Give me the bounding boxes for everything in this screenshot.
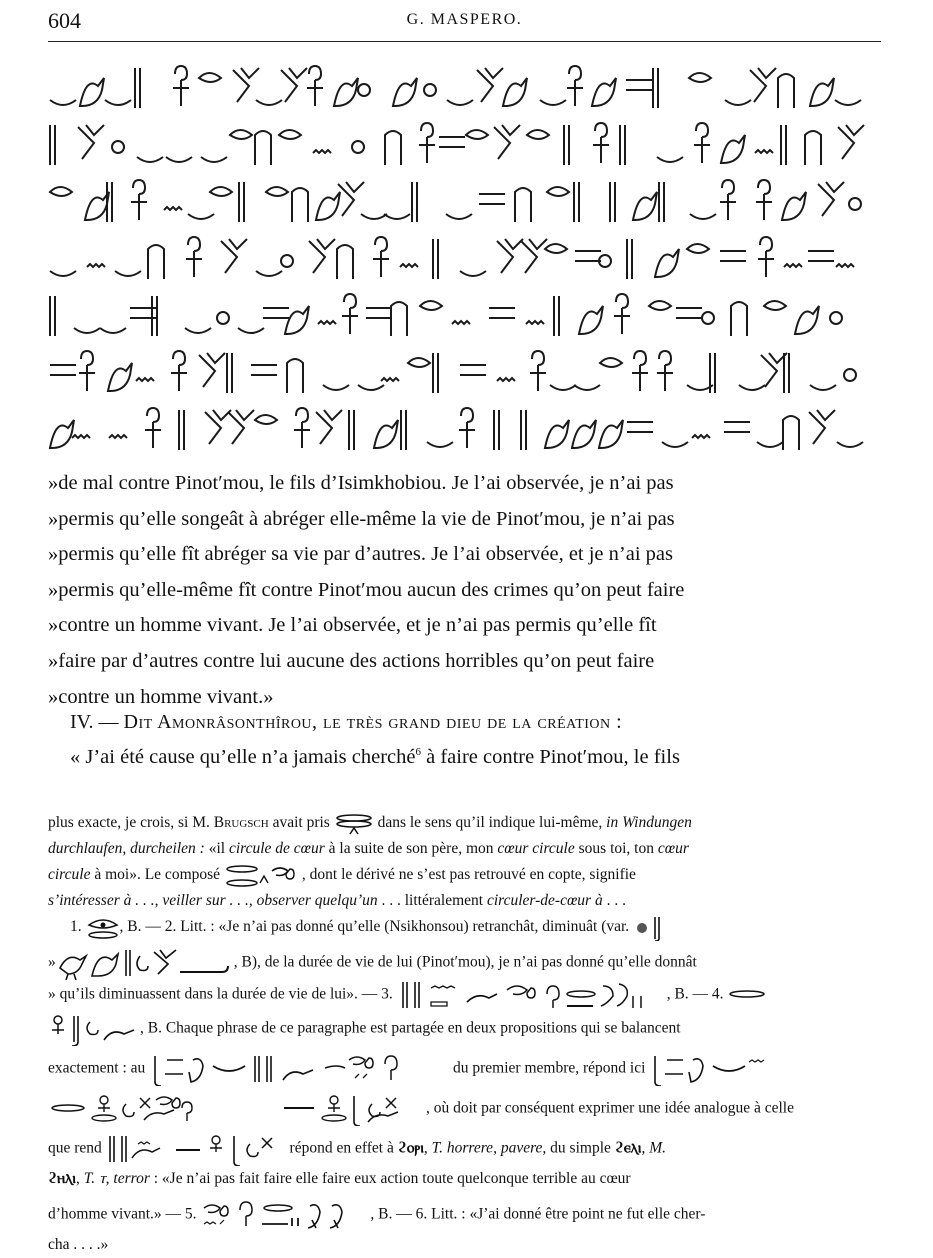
footnote-text: que rend (48, 1139, 106, 1157)
page-header (48, 8, 881, 42)
hieroglyph-sign-icon (171, 351, 187, 391)
footnote-text: , B. — 6. Litt. : «J’ai donné être point ne fut elle cher- (370, 1205, 706, 1223)
hieroglyph-sign-icon (135, 68, 140, 108)
hieroglyph-sign-icon (173, 66, 189, 106)
hieroglyph-sign-icon (497, 378, 515, 381)
hieroglyph-line (48, 117, 880, 173)
hieroglyph-sign-icon (593, 123, 609, 163)
hieroglyph-sign-icon (778, 74, 794, 108)
hieroglyph-sign-icon (527, 130, 549, 139)
footnote-text: , dont le dérivé ne s’est pas retrouvé en copte, signifie (301, 866, 636, 883)
hieroglyph-sign-icon (323, 385, 349, 390)
footnote-text: T. horrere, pavere, (431, 1139, 547, 1157)
hieroglyph-sign-icon (610, 182, 615, 222)
hieroglyph-sign-icon (148, 245, 164, 279)
hieroglyph-group-icon (106, 1132, 286, 1166)
body-text (48, 466, 880, 715)
hieroglyph-sign-icon (131, 180, 147, 220)
hieroglyph-sign-icon (287, 359, 303, 393)
hieroglyph-sign-icon (724, 422, 750, 432)
hieroglyph-sign-icon (342, 294, 358, 334)
footnote-text: in Windungen (606, 814, 692, 831)
hieroglyph-sign-icon (810, 385, 836, 390)
hieroglyph-sign-icon (210, 187, 232, 196)
hieroglyph-sign-icon (50, 187, 72, 196)
hieroglyph-sign-icon (186, 237, 202, 277)
hieroglyph-sign-icon (228, 410, 254, 444)
footnotes (48, 810, 882, 1258)
hieroglyph-sign-icon (554, 296, 559, 336)
hieroglyph-sign-icon (783, 416, 799, 450)
hieroglyph-sign-icon (401, 410, 406, 450)
footnote-marker: 6 (415, 746, 421, 759)
hieroglyph-sign-icon (412, 182, 417, 222)
hieroglyph-sign-icon (251, 365, 277, 375)
hieroglyph-line (48, 402, 880, 458)
footnote-text: M. (649, 1139, 667, 1157)
hieroglyph-sign-icon (835, 100, 861, 105)
footnote-text: exactement : au (48, 1059, 150, 1077)
hieroglyph-sign-icon (515, 188, 531, 222)
footnote-text: à moi». Le composé (90, 866, 224, 883)
hieroglyph-sign-icon (836, 264, 854, 267)
hieroglyph-sign-icon (655, 249, 679, 277)
hieroglyph-sign-icon (50, 420, 74, 448)
hieroglyph-group-icon (224, 862, 302, 888)
footnote-text: , (423, 1139, 432, 1157)
hieroglyph-sign-icon (50, 100, 76, 105)
quote-text: à faire contre Pinot′mou, le fils (420, 746, 680, 768)
hieroglyph-sign-icon (808, 251, 834, 261)
footnote-text: d’homme vivant.» — 5. (48, 1205, 201, 1223)
hieroglyph-sign-icon (294, 408, 310, 448)
hieroglyph-sign-icon (489, 308, 515, 318)
hieroglyph-sign-icon (279, 130, 301, 139)
hieroglyph-sign-icon (137, 157, 163, 162)
hieroglyph-line (48, 288, 880, 344)
footnote-text: du simple (546, 1139, 615, 1157)
hieroglyph-sign-icon (657, 157, 683, 162)
hieroglyph-sign-icon (366, 308, 392, 318)
hieroglyph-group-icon (56, 946, 234, 980)
hieroglyph-sign-icon (720, 251, 746, 261)
hieroglyph-sign-icon (676, 308, 702, 318)
hieroglyph-sign-icon (266, 187, 288, 196)
footnote-text: s’intéresser à . . ., veiller sur . . ., observer quelqu’un (48, 892, 378, 909)
footnote-line (48, 1046, 882, 1086)
hieroglyph-sign-icon (352, 141, 364, 153)
footnote-text: , B. — 4. (666, 985, 728, 1003)
footnote-text: , B. — 2. Litt. : «Je n’ai pas donné qu’elle (Nsikhonsou) retranchât, diminuât (var. (119, 918, 634, 935)
hieroglyph-sign-icon (358, 385, 384, 390)
footnote-line (48, 1192, 882, 1232)
hieroglyph-sign-icon (419, 123, 435, 163)
hieroglyph-sign-icon (185, 328, 211, 333)
hieroglyph-sign-icon (837, 442, 863, 447)
hieroglyph-sign-icon (358, 84, 370, 96)
hieroglyph-sign-icon (592, 78, 616, 106)
hieroglyph-sign-icon (316, 410, 342, 444)
footnote-text: ϩⲉⲗⲓ (614, 1139, 642, 1157)
hieroglyph-sign-icon (818, 182, 844, 216)
footnote-text: dans le sens qu’il indique lui-même, (373, 814, 607, 831)
hieroglyph-sign-icon (337, 245, 353, 279)
hieroglyph-sign-icon (526, 321, 544, 324)
hieroglyph-sign-icon (281, 255, 293, 267)
hieroglyph-sign-icon (50, 296, 55, 336)
hieroglyph-sign-icon (599, 420, 623, 448)
footnote-text: , (75, 1170, 84, 1187)
hieroglyph-sign-icon (477, 68, 503, 102)
hieroglyph-sign-icon (702, 312, 714, 324)
hieroglyph-sign-icon (107, 182, 112, 222)
footnote-line (48, 1126, 882, 1166)
footnote-text: T. ⲧ, terror (83, 1170, 150, 1187)
footnote-text: : «Je n’ai pas fait faire elle faire eux action toute quelconque terrible au cœur (149, 1170, 631, 1187)
hieroglyph-sign-icon (263, 308, 289, 318)
hieroglyph-sign-icon (374, 420, 398, 448)
hieroglyph-sign-icon (574, 182, 579, 222)
hieroglyph-sign-icon (221, 239, 247, 273)
hieroglyph-row-graphic (48, 402, 880, 458)
footnote-text: Brugsch (213, 814, 269, 831)
footnote-line (48, 1232, 882, 1258)
hieroglyph-sign-icon (439, 137, 465, 147)
body-line: »contre un homme vivant.» (48, 685, 274, 708)
hieroglyph-sign-icon (626, 80, 652, 90)
section-heading (70, 711, 622, 734)
hieroglyph-group-icon (48, 1092, 426, 1126)
body-line: »permis qu’elle fît abréger sa vie par d’autres. Je l’ai observée, et je n’ai pas (48, 543, 673, 566)
hieroglyph-sign-icon (136, 378, 154, 381)
hieroglyph-sign-icon (627, 239, 632, 279)
body-line: »contre un homme vivant. Je l’ai observée, et je n’ai pas permis qu’elle fît (48, 614, 657, 637)
hieroglyph-sign-icon (179, 410, 184, 450)
hieroglyph-sign-icon (795, 306, 819, 334)
hieroglyph-sign-icon (755, 150, 773, 153)
hieroglyph-sign-icon (400, 264, 418, 267)
hieroglyph-line (48, 231, 880, 287)
section-title: Dit Amonrâsonthîrou, le très grand dieu de la création : (123, 711, 623, 733)
hieroglyph-sign-icon (255, 415, 277, 424)
hieroglyph-sign-icon (649, 301, 671, 310)
hieroglyph-sign-icon (567, 66, 583, 106)
footnote-text: , B. Chaque phrase de ce paragraphe est partagée en deux propositions qui se balancent (140, 1019, 681, 1037)
hieroglyph-sign-icon (694, 123, 710, 163)
hieroglyph-row-graphic (48, 231, 880, 287)
hieroglyph-sign-icon (757, 442, 783, 447)
hieroglyph-sign-icon (381, 378, 399, 381)
section-quote-line (70, 746, 880, 769)
body-line: »permis qu’elle songeât à abréger elle-même la vie de Pinot′mou, je n’ai pas (48, 507, 675, 530)
hieroglyph-sign-icon (756, 180, 772, 220)
hieroglyph-sign-icon (758, 237, 774, 277)
hieroglyph-sign-icon (653, 68, 658, 108)
footnote-line (48, 1086, 882, 1126)
hieroglyph-sign-icon (87, 264, 105, 267)
footnote-text: doit par conséquent exprimer une idée analogue à celle (453, 1099, 794, 1117)
hieroglyph-sign-icon (50, 271, 76, 276)
hieroglyph-sign-icon (424, 84, 436, 96)
hieroglyph-sign-icon (188, 214, 214, 219)
hieroglyph-sign-icon (620, 125, 625, 165)
body-line: »faire par d’autres contre lui aucune des actions horribles qu’on peut faire (48, 649, 655, 672)
hieroglyph-sign-icon (725, 100, 751, 105)
hieroglyph-sign-icon (494, 125, 520, 159)
hieroglyph-sign-icon (692, 435, 710, 438)
hieroglyph-sign-icon (579, 306, 603, 334)
hieroglyph-sign-icon (633, 192, 657, 220)
hieroglyph-row-graphic (48, 288, 880, 344)
hieroglyph-row-graphic (48, 117, 880, 173)
hieroglyph-sign-icon (384, 214, 410, 219)
hieroglyph-sign-icon (545, 420, 569, 448)
footnote-text: » qu’ils diminuassent dans la durée de vie de lui». — 3. (48, 985, 397, 1003)
hieroglyph-sign-icon (452, 321, 470, 324)
hieroglyph-sign-icon (79, 351, 95, 391)
footnote-line (48, 940, 882, 980)
hieroglyph-group-icon (649, 1052, 769, 1086)
section-numeral: IV. — (70, 711, 124, 733)
hieroglyph-sign-icon (316, 192, 340, 220)
footnote-text: circule (48, 866, 91, 883)
footnote-text: ϩⲟⲣⲓ (397, 1139, 424, 1157)
hieroglyph-sign-icon (166, 157, 192, 162)
hieroglyph-sign-icon (255, 131, 271, 165)
hieroglyph-sign-icon (361, 214, 387, 219)
hieroglyph-sign-icon (810, 78, 834, 106)
hieroglyph-sign-icon (318, 321, 336, 324)
hieroglyph-sign-icon (72, 435, 90, 438)
hieroglyph-sign-icon (217, 312, 229, 324)
quote-text: « J’ai été cause qu’elle n’a jamais cherché (70, 746, 416, 768)
body-line: »permis qu’elle-même fît contre Pinot′mou aucun des crimes qu’on peut faire (48, 578, 685, 601)
footnote-text: durchlaufen, durcheilen : (48, 840, 205, 857)
hieroglyph-sign-icon (657, 351, 673, 391)
hieroglyph-sign-icon (164, 207, 182, 210)
hieroglyph-sign-icon (690, 214, 716, 219)
hieroglyph-sign-icon (479, 194, 505, 204)
footnote-line (48, 862, 882, 888)
hieroglyph-sign-icon (521, 239, 547, 273)
footnote-text: cha . . . .» (48, 1236, 109, 1253)
hieroglyph-sign-icon (285, 306, 309, 334)
hieroglyph-sign-icon (721, 135, 745, 163)
hieroglyph-sign-icon (50, 365, 76, 375)
hieroglyph-sign-icon (574, 385, 600, 390)
hieroglyph-sign-icon (281, 68, 307, 102)
hieroglyph-sign-icon (199, 73, 221, 82)
hieroglyph-sign-icon (564, 125, 569, 165)
hieroglyph-sign-icon (572, 420, 596, 448)
hieroglyph-sign-icon (420, 301, 442, 310)
hieroglyph-sign-icon (460, 365, 486, 375)
hieroglyph-sign-icon (720, 180, 736, 220)
hieroglyph-sign-icon (78, 125, 104, 159)
hieroglyph-sign-icon (74, 328, 100, 333)
hieroglyph-sign-icon (239, 182, 244, 222)
footnote-text: à la suite de son père, mon (324, 840, 498, 857)
footnote-text: . . . (602, 892, 626, 909)
hieroglyph-sign-icon (627, 422, 653, 432)
hieroglyph-sign-icon (784, 264, 802, 267)
footnote-text: sous toi, ton (574, 840, 658, 857)
footnote-line (48, 810, 882, 836)
hieroglyph-sign-icon (201, 157, 227, 162)
hieroglyph-group-icon (633, 914, 665, 940)
footnote-line (48, 888, 882, 914)
footnote-text: avait pris (268, 814, 334, 831)
page-number: 604 (48, 8, 81, 33)
hieroglyph-sign-icon (782, 192, 806, 220)
hieroglyph-sign-icon (85, 192, 109, 220)
footnote-text: répond en effet à (285, 1139, 398, 1157)
hieroglyph-sign-icon (547, 187, 569, 196)
hieroglyph-sign-icon (233, 68, 259, 102)
footnote-text: » (48, 953, 56, 971)
hieroglyph-sign-icon (540, 100, 566, 105)
hieroglyph-sign-icon (687, 244, 709, 253)
hieroglyph-sign-icon (764, 301, 786, 310)
hieroglyph-sign-icon (844, 369, 856, 381)
hieroglyph-line (48, 60, 880, 116)
footnote-line (48, 836, 882, 862)
hieroglyph-sign-icon (115, 271, 141, 276)
hieroglyph-sign-icon (145, 408, 161, 448)
hieroglyph-sign-icon (838, 125, 864, 159)
hieroglyph-sign-icon (256, 100, 282, 105)
hieroglyph-sign-icon (497, 239, 523, 273)
footnote-text: ϩⲏⲗⲓ (48, 1170, 76, 1187)
hieroglyph-sign-icon (80, 78, 104, 106)
hieroglyph-sign-icon (466, 130, 488, 139)
footnote-text: cœur (657, 840, 689, 857)
hieroglyph-sign-icon (614, 294, 630, 334)
hieroglyph-sign-icon (238, 328, 264, 333)
footnote-text: du premier membre, répond ici (449, 1059, 650, 1077)
hieroglyph-sign-icon (710, 353, 715, 393)
hieroglyph-sign-icon (393, 78, 417, 106)
hieroglyph-sign-icon (659, 182, 664, 222)
hieroglyph-sign-icon (427, 442, 453, 447)
hieroglyph-sign-icon (503, 78, 527, 106)
hieroglyph-sign-icon (459, 408, 475, 448)
hieroglyph-sign-icon (784, 353, 789, 393)
footnote-text: cœur circule (497, 840, 575, 857)
hieroglyph-sign-icon (550, 385, 576, 390)
hieroglyph-sign-icon (460, 271, 486, 276)
eye-hieroglyph-icon (86, 914, 120, 940)
hieroglyph-sign-icon (781, 125, 786, 165)
footnote-text: «il (204, 840, 229, 857)
footnote-line (48, 1006, 882, 1046)
hieroglyph-line (48, 174, 880, 230)
hieroglyph-sign-icon (600, 358, 622, 367)
running-head: G. MASPERO. (406, 11, 523, 28)
hieroglyph-sign-icon (739, 385, 765, 390)
hieroglyph-sign-icon (313, 150, 331, 153)
hieroglyph-sign-icon (521, 410, 526, 450)
hieroglyph-sign-icon (385, 131, 401, 165)
footnote-text: plus exacte, je crois, si M. (48, 814, 214, 831)
hieroglyph-sign-icon (152, 296, 157, 336)
hieroglyph-sign-icon (307, 66, 323, 106)
hieroglyph-sign-icon (433, 239, 438, 279)
hieroglyph-sign-icon (100, 328, 126, 333)
hieroglyph-group-icon (48, 1012, 140, 1046)
footnote-line (48, 1166, 882, 1192)
footnote-line (48, 980, 882, 1006)
hieroglyph-group-icon (727, 982, 767, 1008)
body-line: »de mal contre Pinot′mou, le fils d’Isimkhobiou. Je l’ai observée, je n’ai pas (48, 472, 674, 494)
hieroglyph-sign-icon (530, 351, 546, 391)
hieroglyph-sign-icon (433, 353, 438, 393)
hieroglyph-sign-icon (109, 435, 127, 438)
hieroglyph-sign-icon (256, 271, 282, 276)
hieroglyph-sign-icon (112, 141, 124, 153)
hieroglyph-sign-icon (805, 131, 821, 165)
footnote-text: , (641, 1139, 650, 1157)
hieroglyph-sign-icon (50, 125, 55, 165)
hieroglyph-sign-icon (446, 214, 472, 219)
header-rule (48, 41, 881, 42)
hieroglyph-sign-icon (105, 100, 131, 105)
hieroglyph-row-graphic (48, 174, 880, 230)
hieroglyph-sign-icon (830, 312, 842, 324)
hieroglyph-row-graphic (48, 60, 880, 116)
hieroglyph-sign-icon (199, 353, 225, 387)
hieroglyph-sign-icon (809, 410, 835, 444)
footnote-text: , où (426, 1099, 454, 1117)
hieroglyph-sign-icon (689, 73, 711, 82)
hieroglyph-group-icon (149, 1052, 449, 1086)
hieroglyph-sign-icon (373, 237, 389, 277)
hieroglyph-sign-icon (575, 251, 601, 261)
hieroglyph-sign-icon (447, 100, 473, 105)
footnote-text: circule de cœur (228, 840, 325, 857)
hieroglyph-sign-icon (662, 442, 688, 447)
hieroglyph-sign-icon (334, 78, 358, 106)
hieroglyph-sign-icon (391, 302, 407, 336)
hieroglyphic-text-block (48, 60, 880, 459)
hieroglyph-group-icon (334, 810, 374, 836)
footnote-text: . . . littéralement (377, 892, 487, 909)
hieroglyph-sign-icon (408, 358, 430, 367)
hieroglyph-group-icon (200, 1198, 370, 1232)
footnote-line (48, 914, 882, 940)
hieroglyph-row-graphic (48, 345, 880, 401)
hieroglyph-sign-icon (108, 363, 132, 391)
hieroglyph-sign-icon (338, 182, 364, 216)
hieroglyph-sign-icon (750, 68, 776, 102)
hieroglyph-sign-icon (494, 410, 499, 450)
hieroglyph-sign-icon (545, 244, 567, 253)
hieroglyph-sign-icon (632, 351, 648, 391)
hieroglyph-sign-icon (731, 302, 747, 336)
footnote-text: , B), de la durée de vie de lui (Pinot′mou), je n’ai pas donné qu’elle donnât (233, 953, 697, 971)
hieroglyph-sign-icon (227, 353, 232, 393)
footnote-text: circuler-de-cœur à (486, 892, 603, 909)
hieroglyph-sign-icon (349, 410, 354, 450)
hieroglyph-line (48, 345, 880, 401)
hieroglyph-sign-icon (849, 198, 861, 210)
footnote-text: 1. (70, 918, 86, 935)
hieroglyph-sign-icon (230, 130, 252, 139)
hieroglyph-sign-icon (205, 410, 231, 444)
hieroglyph-sign-icon (292, 188, 308, 222)
hieroglyph-sign-icon (309, 239, 335, 273)
